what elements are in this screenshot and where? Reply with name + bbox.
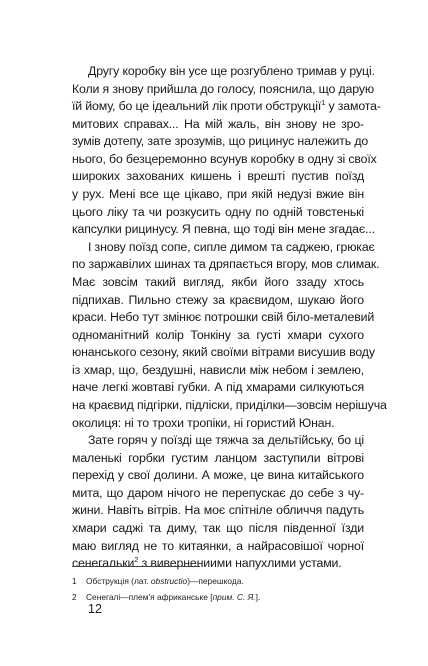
footnote-text-a: Сенегалі—плем'я африканське [ <box>86 591 213 602</box>
text-line: одноманітний колір Тонкіну за густі хмари сухого <box>72 327 364 342</box>
text-line: околиця: ні то трохи тропіки, ні гористий Юнан. <box>72 415 335 430</box>
footnote-text <box>86 574 244 590</box>
text-line: хмари саджі та диму, так що після південної їзди <box>72 521 364 536</box>
text-line: жини. Навіть вітрів. На моє спітніле обличчя падуть <box>72 503 364 518</box>
footnote-text-italic: obstructio <box>150 576 188 586</box>
text-line: широких захованих кишень і врешті пустив поїзд <box>72 169 364 184</box>
text-line-tail: у замота- <box>325 99 381 114</box>
text-line: митових справах... На мій жаль, він знову не зро- <box>72 116 364 131</box>
text-line: Коли я знову прийшла до голосу, пояснила, що дарую <box>72 81 374 96</box>
text-line: Другу коробку він усе ще розгублено тримав у руці. <box>88 64 375 78</box>
footnotes <box>72 574 372 605</box>
text-line: зумів дотепу, зате зрозумів, що рицинус належить до <box>72 134 369 149</box>
text-line: краси. Небо тут змінює потрошки свій біло-металевий <box>72 310 375 325</box>
footnote-1 <box>72 574 372 590</box>
text-line: цього ліку та чи розкусить одну по одній товстенькі <box>72 204 364 219</box>
footnote-text-b: ]. <box>255 591 261 602</box>
text-line: наче легкі жовтаві губки. А під хмарами силкуються <box>72 380 364 395</box>
text-line <box>72 98 381 116</box>
text-line-head: їй йому, бо це ідеальний лік проти обструкції <box>72 99 322 114</box>
text-line: маленькі горбки густим ланцом заступили вітрові <box>72 450 364 465</box>
text-line: Зате горяч у поїзді ще тяжча за дельтійську, бо ці <box>88 433 364 448</box>
footnote-text-italic: прим. С. Я. <box>212 591 256 602</box>
footnote-text-a: Обструкція (лат. <box>86 576 151 586</box>
text-line: мита, що даром нічого не перепускає до себе з чу- <box>72 485 364 500</box>
text-line: із хмар, що, бездушні, нависли між небом і землею, <box>72 362 364 377</box>
footnote-number: 1 <box>72 576 77 586</box>
text-line: Має зовсім такий вигляд, якби його ззаду хтось <box>72 274 364 289</box>
text-line-tail: з вивернениими напухлими устами. <box>141 556 342 571</box>
text-line: по заржавілих шинах та дряпається вгору, мов слимак. <box>72 257 380 272</box>
text-line: юнанського сезону, який своїми вітрами висушив воду <box>72 345 375 360</box>
footnote-2 <box>72 590 372 606</box>
text-line: капсулки рицинусу. Я певна, що тоді він мене згадає... <box>72 222 375 237</box>
text-line: І знову поїзд сопе, сипле димом та саджею, грюкає <box>88 239 375 254</box>
page-number: 12 <box>88 602 102 616</box>
footnote-ref-2: 2 <box>134 555 139 565</box>
main-text <box>72 63 387 573</box>
footnote-number: 2 <box>72 591 77 602</box>
text-line: на краєвид підгірки, підліски, приділки—зовсім нерішуча <box>72 397 387 412</box>
footnote-divider <box>72 566 200 567</box>
text-line: підпихав. Пильно стежу за краєвидом, шукаю його <box>72 292 364 307</box>
text-line: маю вигляд не то китаянки, а найрасовішої чорної <box>72 538 364 553</box>
footnote-text <box>86 590 260 606</box>
paragraph-3 <box>72 432 364 573</box>
text-line: перехід у свої долини. А може, це вина китайського <box>72 468 364 483</box>
text-line: у рух. Мені все ще цікаво, при якій недузі вжие він <box>72 187 364 202</box>
text-line-head: сенегальки <box>72 556 135 571</box>
text-line <box>72 555 364 573</box>
text-line: нього, бо безцеремонно всунув коробку в одну зі своїх <box>72 151 377 166</box>
paragraph-2 <box>72 239 387 432</box>
footnote-text-b: )—перешкода. <box>187 576 244 586</box>
paragraph-1 <box>72 63 381 239</box>
footnote-ref-1: 1 <box>321 98 326 108</box>
